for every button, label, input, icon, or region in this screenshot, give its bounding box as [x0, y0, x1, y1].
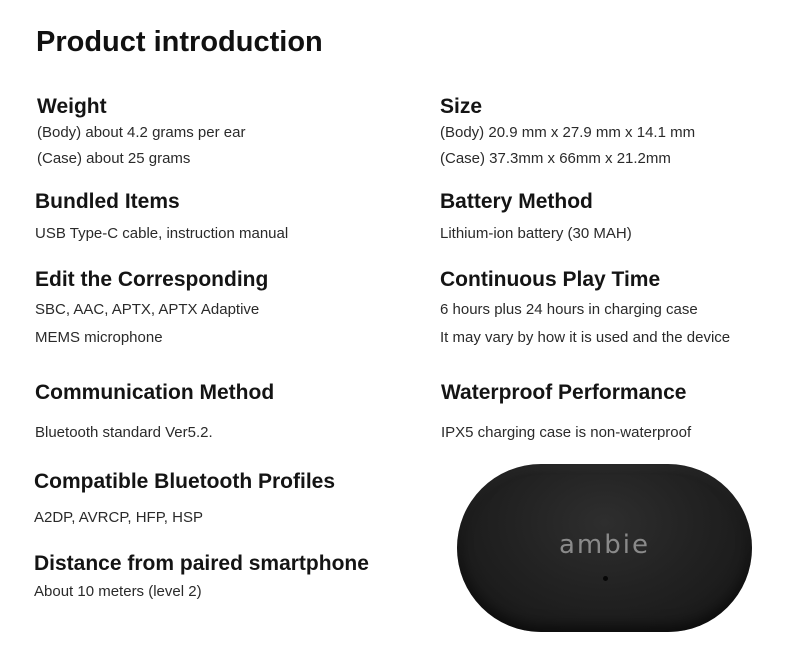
section-line: Bluetooth standard Ver5.2.	[35, 424, 213, 441]
section-heading: Size	[440, 95, 483, 118]
section-heading: Edit the Corresponding	[35, 268, 269, 291]
section-line: (Body) 20.9 mm x 27.9 mm x 14.1 mm	[440, 124, 696, 141]
section-heading: Distance from paired smartphone	[34, 552, 369, 575]
section-line: (Case) about 25 grams	[37, 150, 191, 167]
section-play-time	[440, 267, 730, 352]
section-line: USB Type-C cable, instruction manual	[35, 225, 289, 242]
section-heading: Waterproof Performance	[441, 381, 687, 404]
section-bundled-items	[35, 189, 288, 247]
section-line: 6 hours plus 24 hours in charging case	[440, 301, 698, 318]
section-line: SBC, AAC, APTX, APTX Adaptive	[35, 301, 260, 318]
section-waterproof	[441, 380, 691, 446]
section-line: Lithium-ion battery (30 MAH)	[440, 225, 632, 242]
section-line: (Case) 37.3mm x 66mm x 21.2mm	[440, 150, 671, 167]
section-bluetooth-profiles	[34, 469, 335, 531]
section-battery-method	[440, 189, 632, 247]
section-weight	[37, 94, 245, 172]
section-heading: Communication Method	[35, 381, 275, 404]
section-heading: Continuous Play Time	[440, 268, 661, 291]
section-edit-corresponding	[35, 267, 268, 352]
section-communication-method	[35, 380, 274, 446]
indicator-led	[603, 576, 608, 581]
section-heading: Battery Method	[440, 190, 593, 213]
section-line: A2DP, AVRCP, HFP, HSP	[34, 509, 203, 526]
section-heading: Compatible Bluetooth Profiles	[34, 470, 336, 493]
section-heading: Weight	[37, 95, 107, 118]
section-heading: Bundled Items	[35, 190, 180, 213]
section-line: (Body) about 4.2 grams per ear	[37, 124, 246, 141]
section-line: IPX5 charging case is non-waterproof	[441, 424, 692, 441]
page-title: Product introduction	[36, 26, 323, 58]
brand-logo: ambie	[559, 530, 650, 560]
charging-case-image	[457, 464, 752, 632]
section-size	[440, 94, 695, 172]
section-line: It may vary by how it is used and the device	[440, 329, 731, 346]
section-distance	[34, 551, 369, 605]
section-line: MEMS microphone	[35, 329, 163, 346]
section-line: About 10 meters (level 2)	[34, 583, 202, 600]
